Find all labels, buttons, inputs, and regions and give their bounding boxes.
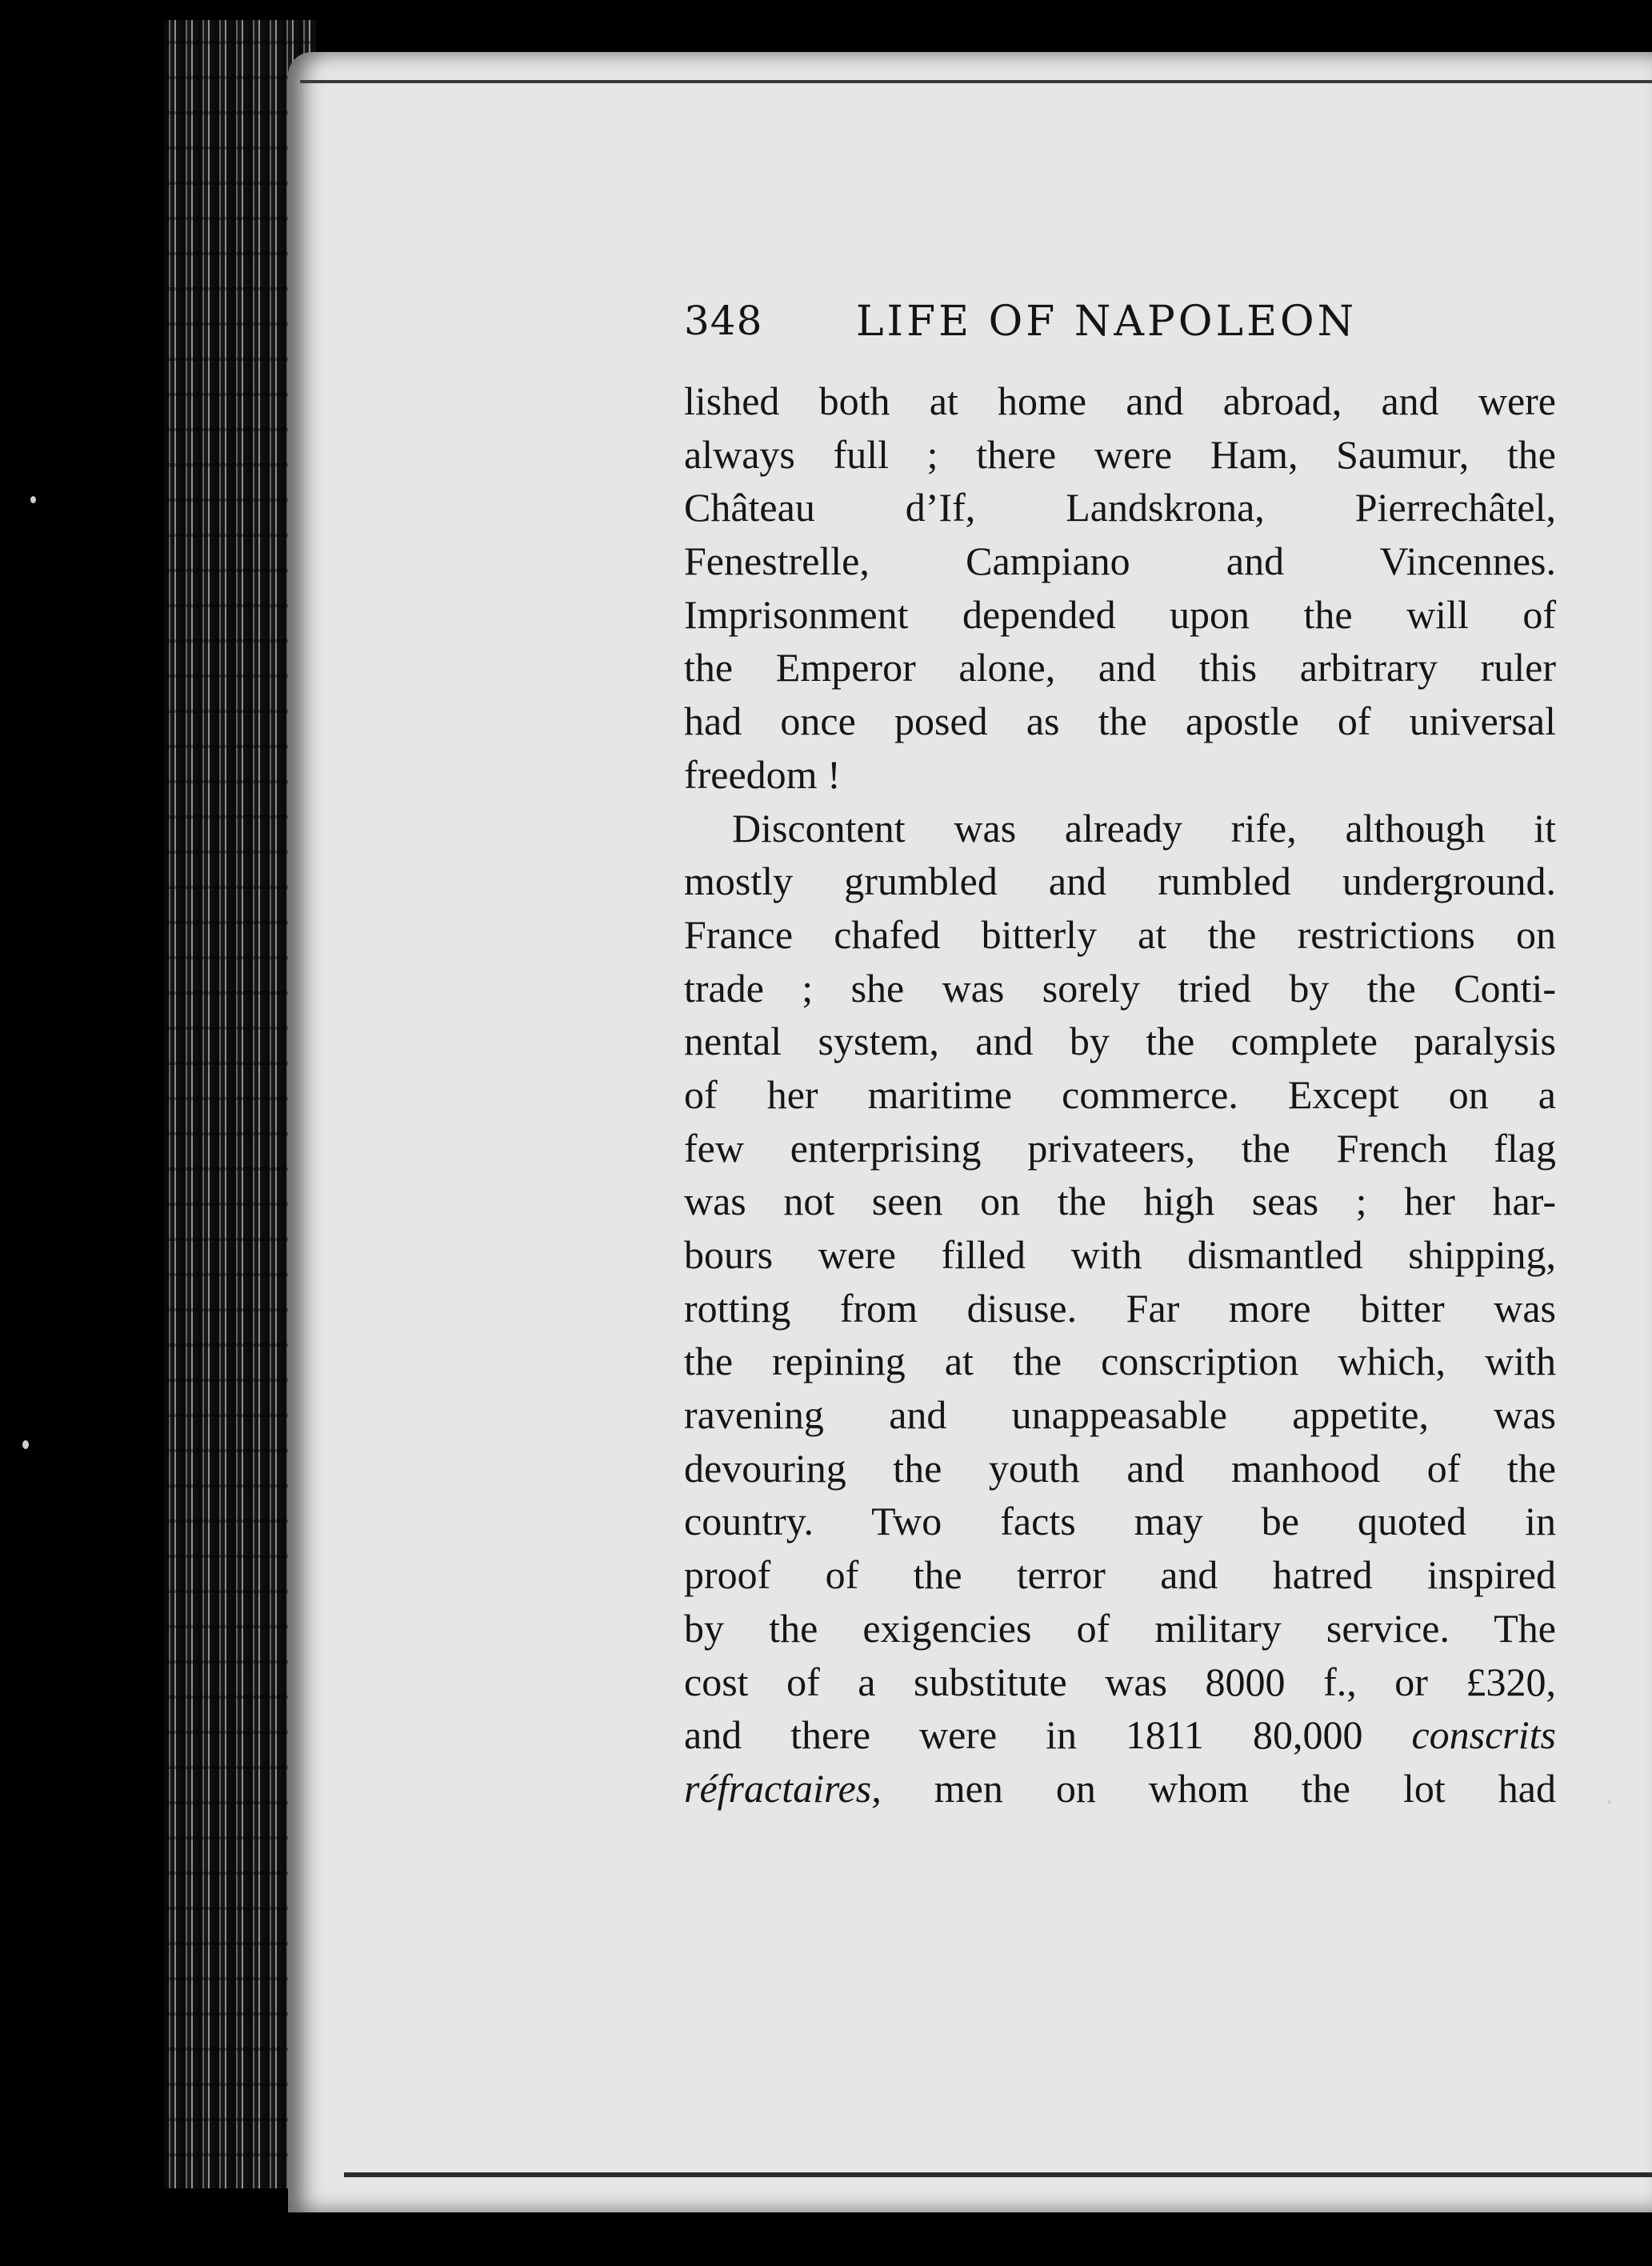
page-number: 348 [684, 298, 763, 344]
text-line: by the exigencies of military service. The [684, 1605, 1556, 1651]
text-line: cost of a substitute was 8000 f., or £320, [684, 1659, 1556, 1704]
text-line: the Emperor alone, and this arbitrary ruler [684, 645, 1556, 691]
text-segment: and there were in 1811 80,000 [684, 1712, 1363, 1758]
text-line: country. Two facts may be quoted in [684, 1499, 1556, 1544]
page-top-edge [300, 80, 1652, 83]
text-line: Imprisonment depended upon the will of [684, 591, 1556, 637]
text-line [684, 1708, 1556, 1762]
text-line: trade ; she was sorely tried by the Conti- [684, 965, 1556, 1011]
text-line: proof of the terror and hatred inspired [684, 1552, 1556, 1598]
text-line: freedom ! [684, 751, 841, 797]
text-line: Château d’If, Landskrona, Pierrechâtel, [684, 485, 1556, 530]
text-line: always full ; there were Ham, Saumur, the [684, 431, 1556, 477]
text-line: mostly grumbled and rumbled underground. [684, 859, 1556, 904]
text-line [684, 1762, 1556, 1816]
text-line: Fenestrelle, Campiano and Vincennes. [684, 538, 1556, 584]
running-head [684, 298, 1564, 354]
text-line: devouring the youth and manhood of the [684, 1445, 1556, 1491]
text-line: nental system, and by the complete paralysis [684, 1019, 1556, 1064]
text-line: ravening and unappeasable appetite, was [684, 1392, 1556, 1438]
text-line: of her maritime commerce. Except on a [684, 1071, 1556, 1117]
text-line: was not seen on the high seas ; her har- [684, 1179, 1556, 1224]
text-line: rotting from disuse. Far more bitter was [684, 1285, 1556, 1331]
text-segment: men on whom the lot had [934, 1765, 1557, 1811]
running-title: LIFE OF NAPOLEON [856, 298, 1358, 346]
text-line: had once posed as the apostle of universal [684, 699, 1556, 744]
dust-speck [22, 1440, 29, 1449]
page-bottom-edge [344, 2172, 1652, 2177]
text-line: few enterprising privateers, the French flag [684, 1125, 1556, 1171]
body-text [684, 374, 1556, 1816]
italic-phrase: réfractaires, [684, 1765, 882, 1811]
text-line: bours were filled with dismantled shipping, [684, 1232, 1556, 1277]
dust-speck [30, 496, 36, 503]
italic-phrase: conscrits [1411, 1712, 1556, 1758]
text-line: lished both at home and abroad, and were [684, 378, 1556, 423]
text-line: the repining at the conscription which, with [684, 1339, 1556, 1384]
text-line: France chafed bitterly at the restrictions on [684, 911, 1556, 957]
text-line: Discontent was already rife, although it [732, 805, 1556, 851]
dust-speck [1608, 1800, 1611, 1804]
